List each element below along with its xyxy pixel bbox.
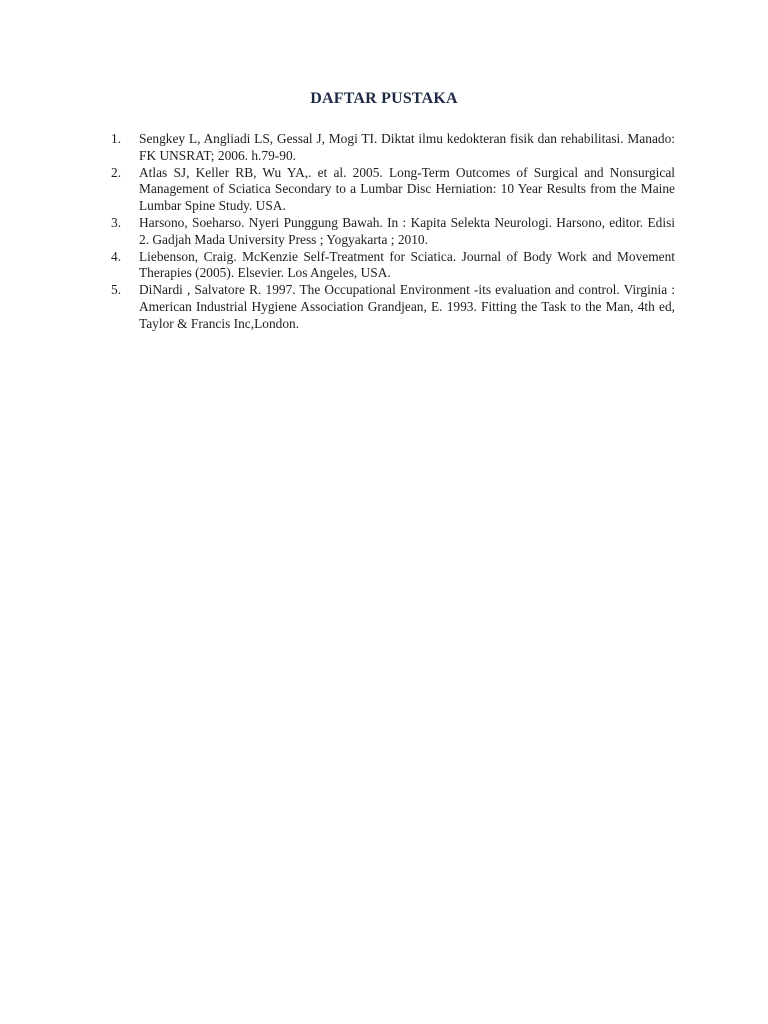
reference-number: 1.	[111, 131, 122, 146]
page-title: DAFTAR PUSTAKA	[310, 90, 458, 107]
reference-text: DiNardi , Salvatore R. 1997. The Occupational Environment -its evaluation and control. Virginia : American Industrial Hygiene Association Grandjean, E. 1993. Fitting the Task to the Man, 4th ed, Taylor & Francis Inc,London.	[139, 282, 675, 331]
reference-item	[108, 215, 675, 249]
reference-item	[108, 282, 675, 332]
reference-text: Harsono, Soeharso. Nyeri Punggung Bawah. In : Kapita Selekta Neurologi. Harsono, editor. Edisi 2. Gadjah Mada University Press ; Yogyakarta ; 2010.	[139, 214, 675, 247]
reference-number: 4.	[111, 248, 122, 264]
reference-text: Liebenson, Craig. McKenzie Self-Treatment for Sciatica. Journal of Body Work and Movement Therapies (2005). Elsevier. Los Angeles, USA.	[139, 248, 675, 281]
reference-text: Atlas SJ, Keller RB, Wu YA,. et al. 2005. Long-Term Outcomes of Surgical and Nonsurgical Management of Sciatica Secondary to a Lumbar Disc Herniation: 10 Year Results from the Maine Lumbar Spine Study. USA.	[139, 164, 675, 214]
reference-number: 3.	[111, 214, 122, 230]
reference-list	[108, 131, 675, 333]
reference-number: 2.	[111, 164, 122, 180]
reference-item	[108, 165, 675, 215]
reference-number: 5.	[111, 282, 122, 298]
reference-text: Sengkey L, Angliadi LS, Gessal J, Mogi TI. Diktat ilmu kedokteran fisik dan rehabilitasi. Manado: FK UNSRAT; 2006. h.79-90.	[139, 131, 675, 163]
reference-item	[108, 131, 675, 165]
reference-item	[108, 249, 675, 283]
